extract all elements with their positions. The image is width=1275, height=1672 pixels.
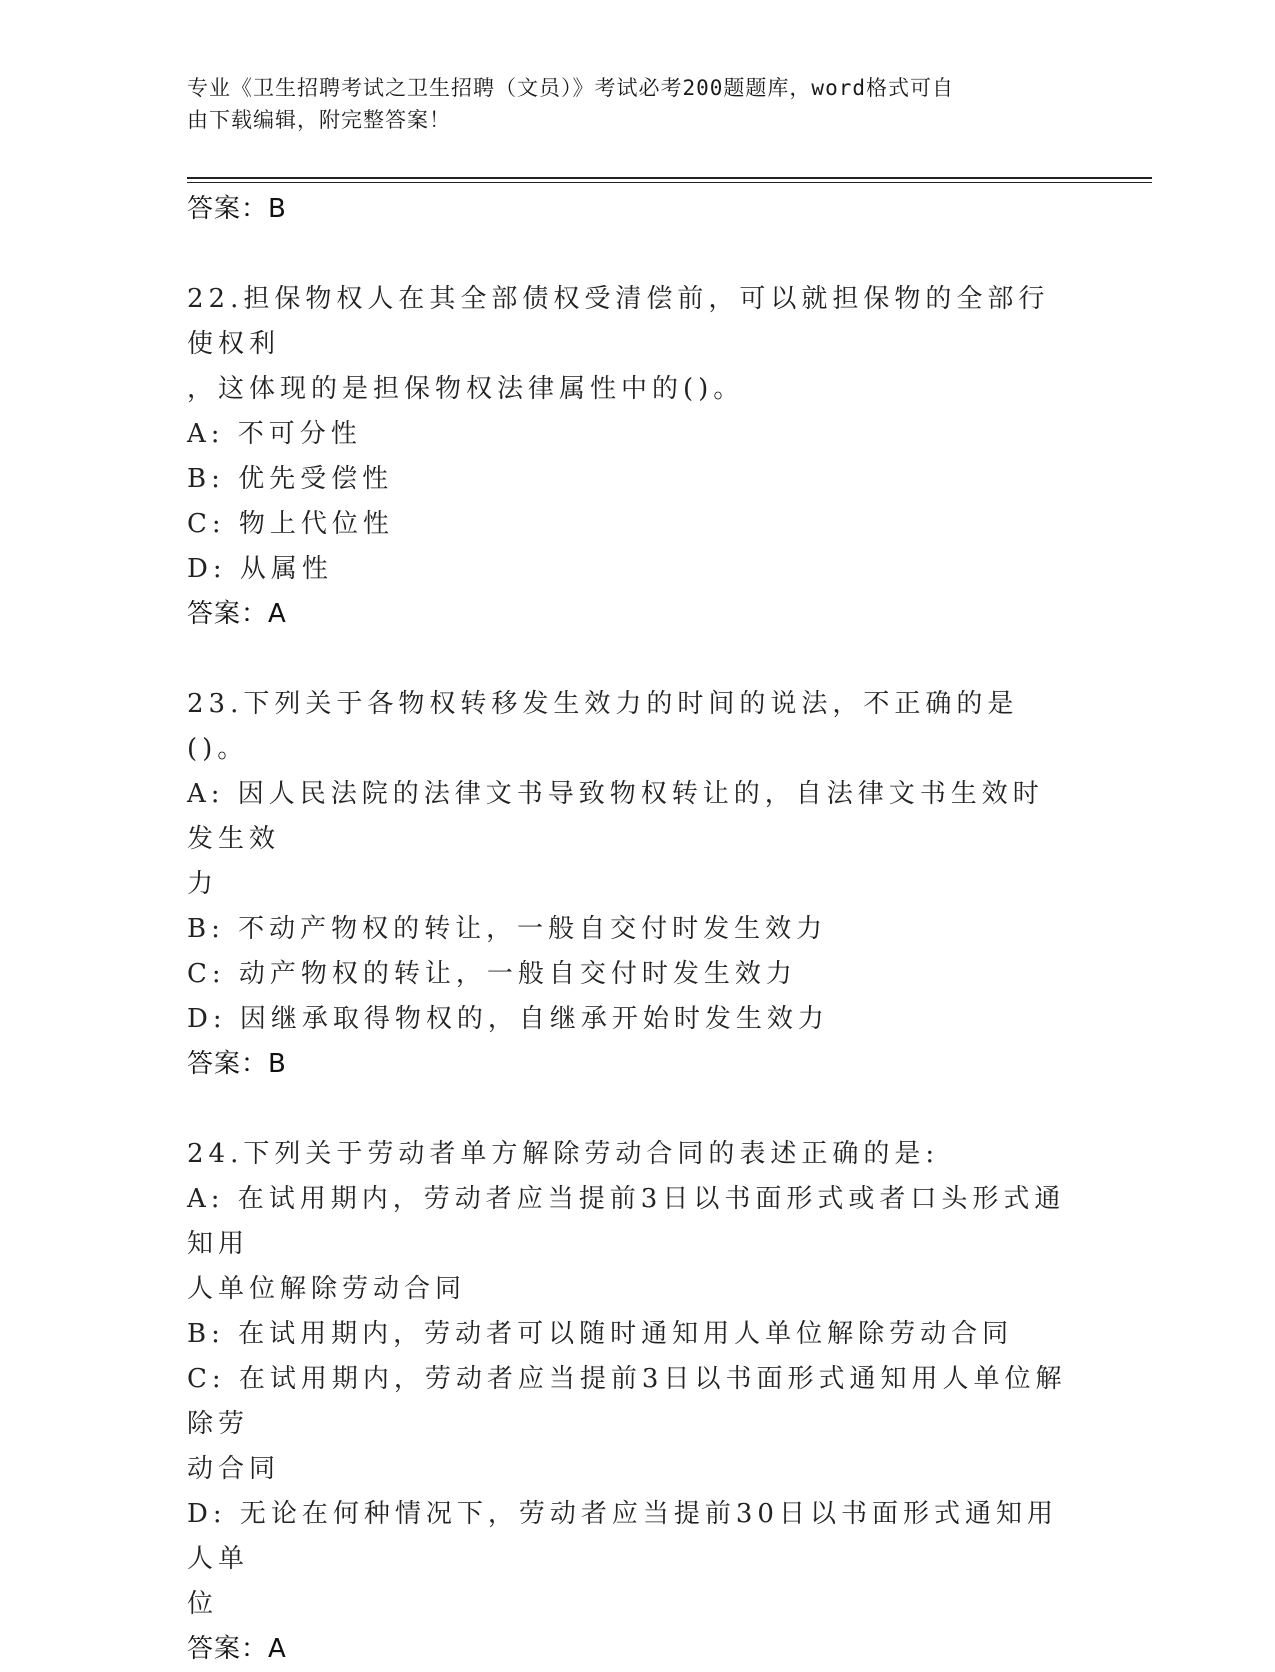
answer: 答案：A: [187, 1634, 287, 1664]
option-c: C: 动产物权的转让，一般自交付时发生效力: [187, 959, 797, 989]
option-d: D: 无论在何种情况下，劳动者应当提前30日以书面形式通知用人单: [187, 1499, 1058, 1574]
answer: 答案：B: [187, 1049, 287, 1079]
option-a: A: 因人民法院的法律文书导致物权转让的，自法律文书生效时发生效: [187, 779, 1044, 854]
question-stem-line: 23.下列关于各物权转移发生效力的时间的说法，不正确的是()。: [187, 689, 1019, 764]
answer: 答案：A: [187, 599, 287, 629]
spacer: [187, 637, 1087, 682]
previous-answer: 答案：B: [187, 194, 287, 224]
spacer: [187, 1087, 1087, 1132]
option-a: A: 不可分性: [187, 419, 362, 449]
question-24: [187, 1132, 1087, 1672]
header-line-2: 由下载编辑，附完整答案！: [187, 108, 451, 132]
option-d: D: 因继承取得物权的，自继承开始时发生效力: [187, 1004, 829, 1034]
option-c: C: 物上代位性: [187, 509, 394, 539]
option-b: B: 在试用期内，劳动者可以随时通知用人单位解除劳动合同: [187, 1319, 1014, 1349]
option-a: A: 在试用期内，劳动者应当提前3日以书面形式或者口头形式通知用: [187, 1184, 1066, 1259]
option-c-continued: 动合同: [187, 1454, 281, 1484]
header-divider-thin: [187, 182, 1152, 183]
option-d-continued: 位: [187, 1589, 219, 1619]
option-a-continued: 人单位解除劳动合同: [187, 1274, 467, 1304]
question-stem-line: 24.下列关于劳动者单方解除劳动合同的表述正确的是:: [187, 1139, 940, 1169]
document-header: [187, 72, 1067, 136]
header-divider-thick: [187, 177, 1152, 179]
option-b: B: 不动产物权的转让，一般自交付时发生效力: [187, 914, 828, 944]
question-stem-line: 22.担保物权人在其全部债权受清偿前，可以就担保物的全部行使权利: [187, 284, 1050, 359]
question-23: [187, 682, 1087, 1087]
question-22: [187, 277, 1087, 637]
spacer: [187, 232, 1087, 277]
header-line-1: 专业《卫生招聘考试之卫生招聘（文员）》考试必考200题题库，word格式可自: [187, 76, 954, 100]
option-a-continued: 力: [187, 869, 219, 899]
option-c: C: 在试用期内，劳动者应当提前3日以书面形式通知用人单位解除劳: [187, 1364, 1067, 1439]
question-stem-line: ，这体现的是担保物权法律属性中的()。: [187, 374, 745, 404]
option-d: D: 从属性: [187, 554, 333, 584]
question-list: [187, 187, 1087, 1672]
option-b: B: 优先受偿性: [187, 464, 394, 494]
